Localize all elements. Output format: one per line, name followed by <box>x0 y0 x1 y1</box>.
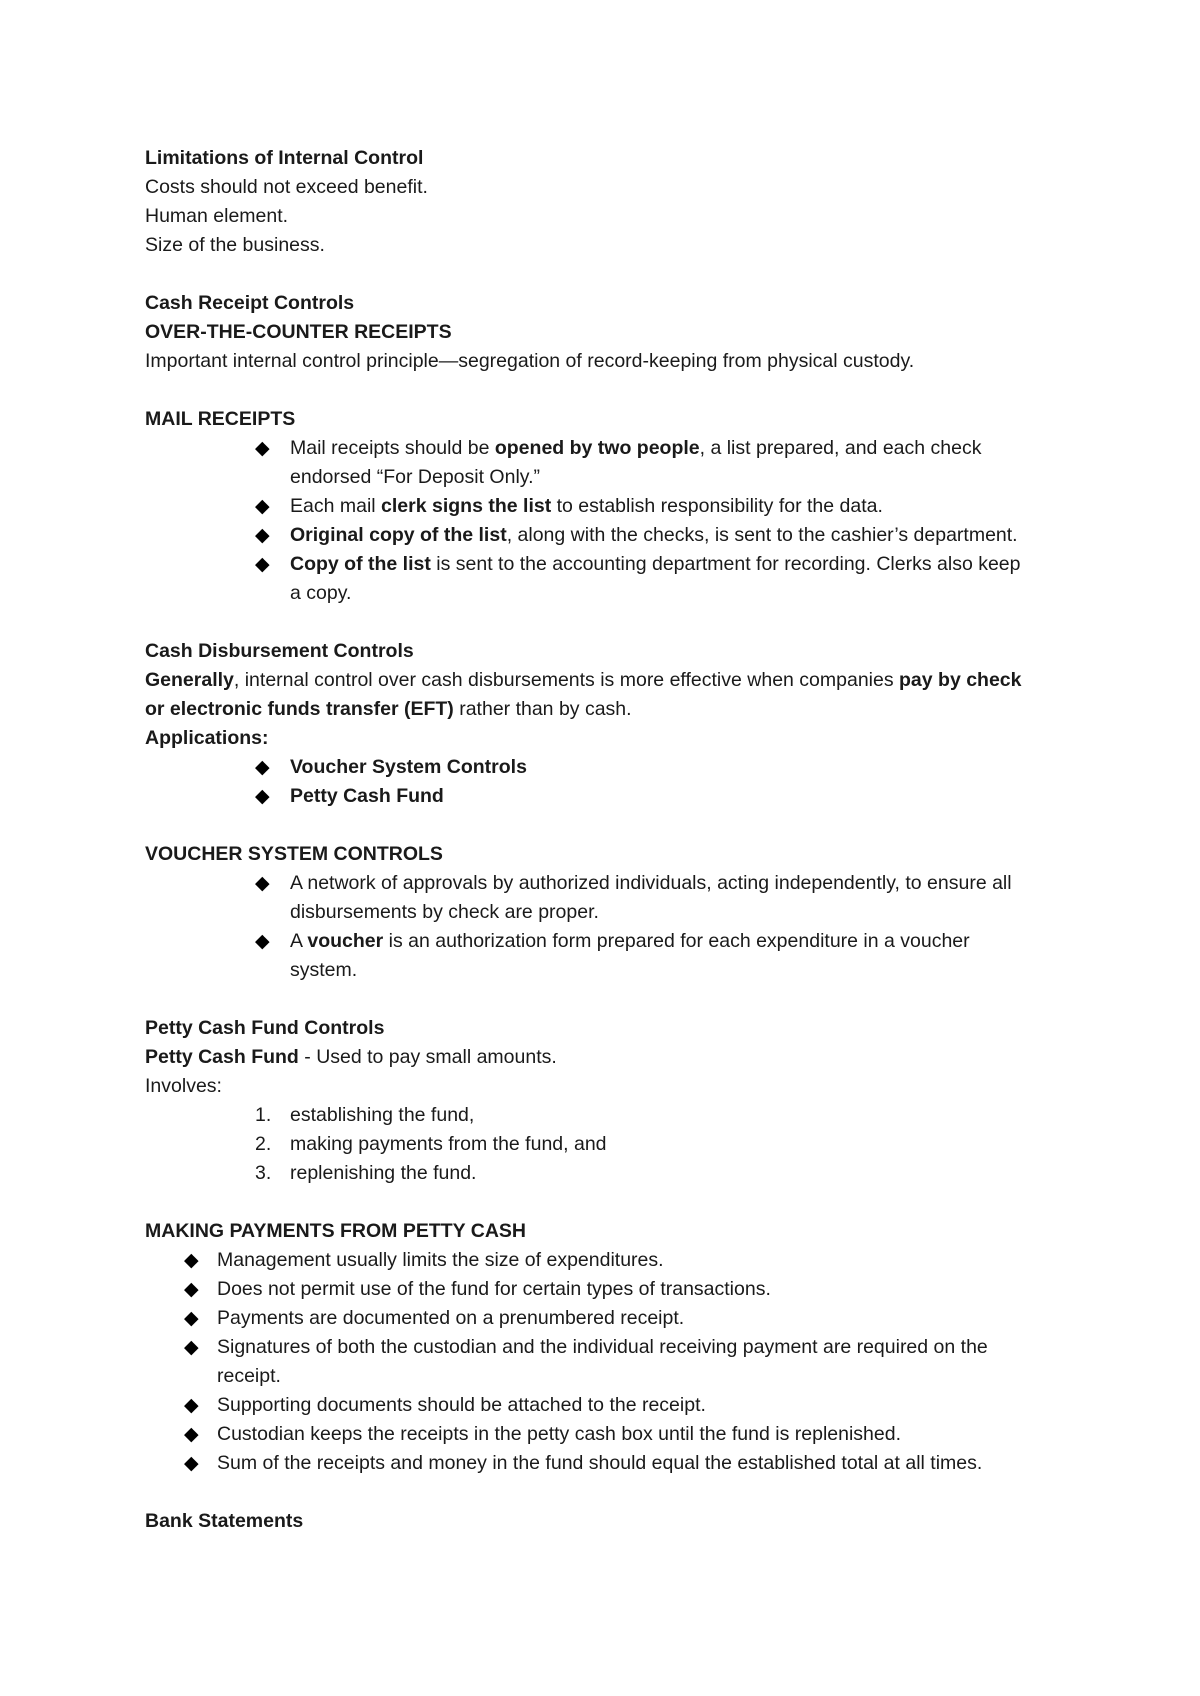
diamond-bullet-icon: ◆ <box>184 1250 199 1271</box>
diamond-bullet-icon: ◆ <box>255 554 270 575</box>
list-item: ◆ Each mail clerk signs the list to establish responsibility for the data. <box>145 492 1065 521</box>
disbursement-paragraph-line1: Generally, internal control over cash disbursements is more effective when companies pay by check <box>145 669 1022 691</box>
mail-receipts-heading: MAIL RECEIPTS <box>145 408 296 430</box>
otc-text: Important internal control principle—segregation of record-keeping from physical custody. <box>145 350 915 372</box>
diamond-bullet-icon: ◆ <box>255 525 270 546</box>
applications-label: Applications: <box>145 727 269 749</box>
list-item: ◆ Mail receipts should be opened by two people, a list prepared, and each check endorsed “For Deposit Only.” <box>145 434 1065 492</box>
mail-receipts-list <box>145 434 1065 608</box>
list-item: ◆ Petty Cash Fund <box>145 782 1065 811</box>
otc-heading: OVER-THE-COUNTER RECEIPTS <box>145 321 452 343</box>
diamond-bullet-icon: ◆ <box>255 757 270 778</box>
voucher-list <box>145 869 1065 985</box>
limitations-heading: Limitations of Internal Control <box>145 147 424 169</box>
diamond-bullet-icon: ◆ <box>255 496 270 517</box>
list-item: ◆ A voucher is an authorization form prepared for each expenditure in a voucher system. <box>145 927 1065 985</box>
diamond-bullet-icon: ◆ <box>184 1337 199 1358</box>
list-item: ◆ Management usually limits the size of expenditures. <box>145 1246 1065 1275</box>
involves-label: Involves: <box>145 1075 222 1097</box>
petty-cash-definition: Petty Cash Fund - Used to pay small amounts. <box>145 1046 557 1068</box>
list-item: ◆ Supporting documents should be attached to the receipt. <box>145 1391 1065 1420</box>
diamond-bullet-icon: ◆ <box>184 1279 199 1300</box>
diamond-bullet-icon: ◆ <box>184 1395 199 1416</box>
cash-receipt-heading: Cash Receipt Controls <box>145 292 355 314</box>
list-item: 2. making payments from the fund, and <box>255 1133 607 1155</box>
list-item: 3. replenishing the fund. <box>255 1162 477 1184</box>
payments-heading: MAKING PAYMENTS FROM PETTY CASH <box>145 1220 527 1242</box>
list-item: ◆ A network of approvals by authorized individuals, acting independently, to ensure all disbursements by check are proper. <box>145 869 1065 927</box>
list-item: ◆ Copy of the list is sent to the accounting department for recording. Clerks also keep a copy. <box>145 550 1065 608</box>
list-item: ◆ Payments are documented on a prenumbered receipt. <box>145 1304 1065 1333</box>
disbursement-heading: Cash Disbursement Controls <box>145 640 414 662</box>
bank-statements-heading: Bank Statements <box>145 1510 304 1532</box>
limitation-item: Size of the business. <box>145 234 325 256</box>
applications-list <box>145 753 1065 811</box>
diamond-bullet-icon: ◆ <box>184 1424 199 1445</box>
list-item: ◆ Original copy of the list, along with the checks, is sent to the cashier’s department. <box>145 521 1065 550</box>
petty-cash-heading: Petty Cash Fund Controls <box>145 1017 385 1039</box>
limitation-item: Human element. <box>145 205 289 227</box>
diamond-bullet-icon: ◆ <box>255 873 270 894</box>
diamond-bullet-icon: ◆ <box>255 786 270 807</box>
voucher-heading: VOUCHER SYSTEM CONTROLS <box>145 843 443 865</box>
diamond-bullet-icon: ◆ <box>184 1308 199 1329</box>
diamond-bullet-icon: ◆ <box>184 1453 199 1474</box>
payments-list <box>145 1246 1065 1478</box>
petty-steps-list <box>145 1101 1065 1188</box>
document-content <box>145 144 1065 1536</box>
list-item: ◆ Voucher System Controls <box>145 753 1065 782</box>
list-item: ◆ Sum of the receipts and money in the fund should equal the established total at all times. <box>145 1449 1065 1478</box>
diamond-bullet-icon: ◆ <box>255 438 270 459</box>
list-item: ◆ Does not permit use of the fund for certain types of transactions. <box>145 1275 1065 1304</box>
list-item: ◆ Custodian keeps the receipts in the petty cash box until the fund is replenished. <box>145 1420 1065 1449</box>
limitation-item: Costs should not exceed benefit. <box>145 176 428 198</box>
list-item: 1. establishing the fund, <box>255 1104 475 1126</box>
diamond-bullet-icon: ◆ <box>255 931 270 952</box>
disbursement-paragraph-line2: or electronic funds transfer (EFT) rather than by cash. <box>145 698 632 720</box>
list-item: ◆ Signatures of both the custodian and the individual receiving payment are required on the receipt. <box>145 1333 1065 1391</box>
